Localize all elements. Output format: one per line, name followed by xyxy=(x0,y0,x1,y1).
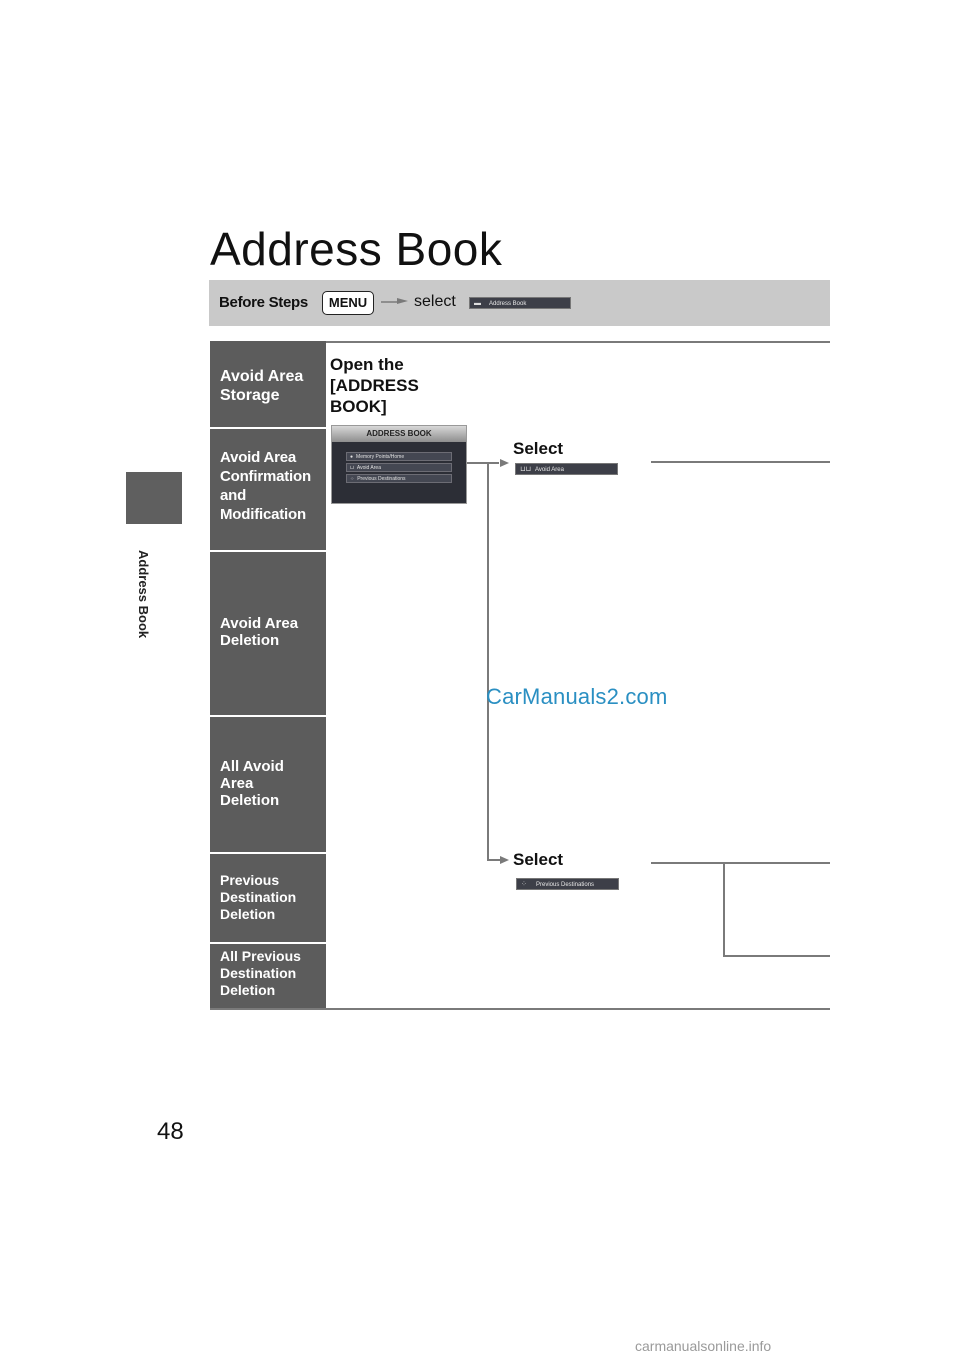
screen-item-label: Avoid Area xyxy=(356,465,381,471)
arrow-head-icon xyxy=(500,856,509,864)
category-line: Confirmation xyxy=(220,468,311,485)
section-tab xyxy=(126,472,182,524)
screen-item-previous-destinations xyxy=(346,474,452,483)
footer-watermark: carmanualsonline.info xyxy=(635,1338,772,1354)
address-book-screen-button xyxy=(469,297,571,309)
branch-line xyxy=(651,461,830,463)
section-tab-label: Address Book xyxy=(136,550,151,639)
arrow-head-icon xyxy=(500,459,509,467)
before-steps-label: Before Steps xyxy=(219,294,308,311)
address-book-screen-header: ADDRESS BOOK xyxy=(332,426,466,442)
previous-destinations-screen-button xyxy=(516,878,619,890)
address-book-screen-button-label: Address Book xyxy=(489,301,527,307)
open-address-book-label: Open the [ADDRESS BOOK] xyxy=(330,355,419,416)
previous-destinations-icon: ⁘ xyxy=(521,881,527,888)
category-all-avoid-area-deletion xyxy=(210,717,326,852)
category-line: Avoid Area xyxy=(220,615,299,632)
page-number: 48 xyxy=(157,1118,184,1145)
memory-point-icon: ● xyxy=(350,454,354,460)
screen-item-label: Memory Points/Home xyxy=(356,454,405,460)
avoid-area-icon: ⊔⊔ xyxy=(520,466,531,473)
category-line: Destination xyxy=(220,965,297,981)
category-line: Destination xyxy=(220,889,297,905)
table-top-rule xyxy=(326,341,830,343)
category-avoid-area-deletion xyxy=(210,552,326,715)
category-line: Deletion xyxy=(220,792,280,809)
branch-line xyxy=(723,955,830,957)
category-line: Previous xyxy=(220,872,280,888)
category-avoid-area-storage xyxy=(210,341,326,427)
connector-trunk xyxy=(487,462,489,860)
category-line: Modification xyxy=(220,506,306,523)
screen-item-label: Previous Destinations xyxy=(357,476,406,482)
before-steps-select-text: select xyxy=(414,293,456,310)
connector-line xyxy=(487,859,500,861)
avoid-area-icon: ⊔ xyxy=(350,465,354,471)
connector-line xyxy=(467,462,499,464)
previous-destinations-icon: ⁘ xyxy=(350,476,355,482)
address-book-screen xyxy=(331,425,467,504)
category-avoid-area-confirmation xyxy=(210,429,326,550)
category-previous-destination-deletion xyxy=(210,854,326,942)
branch-trunk xyxy=(723,862,725,956)
category-line: Avoid Area xyxy=(220,368,304,385)
page-title: Address Book xyxy=(210,223,503,275)
select-avoid-area-label: Select xyxy=(513,439,564,458)
arrow-right-icon xyxy=(381,296,409,306)
category-line: Avoid Area xyxy=(220,449,297,466)
select-previous-destinations-label: Select xyxy=(513,850,564,869)
category-all-previous-destination-deletion xyxy=(210,944,326,1008)
table-bottom-rule xyxy=(210,1008,830,1010)
branch-line xyxy=(651,862,830,864)
menu-button: MENU xyxy=(322,291,374,315)
category-line: Deletion xyxy=(220,982,276,998)
screen-item-avoid-area xyxy=(346,463,452,472)
category-line: and xyxy=(220,487,247,504)
watermark-text: CarManuals2.com xyxy=(486,684,668,709)
avoid-area-screen-button xyxy=(515,463,618,475)
avoid-area-screen-button-label: Avoid Area xyxy=(535,467,564,473)
previous-destinations-screen-button-label: Previous Destinations xyxy=(536,882,595,888)
screen-item-memory-points xyxy=(346,452,452,461)
book-icon: ▬ xyxy=(474,300,481,307)
category-line: Area xyxy=(220,775,254,792)
category-line: Deletion xyxy=(220,632,280,649)
category-line: All Avoid xyxy=(220,758,284,775)
category-line: All Previous xyxy=(220,948,301,964)
category-line: Storage xyxy=(220,387,280,404)
category-line: Deletion xyxy=(220,906,276,922)
